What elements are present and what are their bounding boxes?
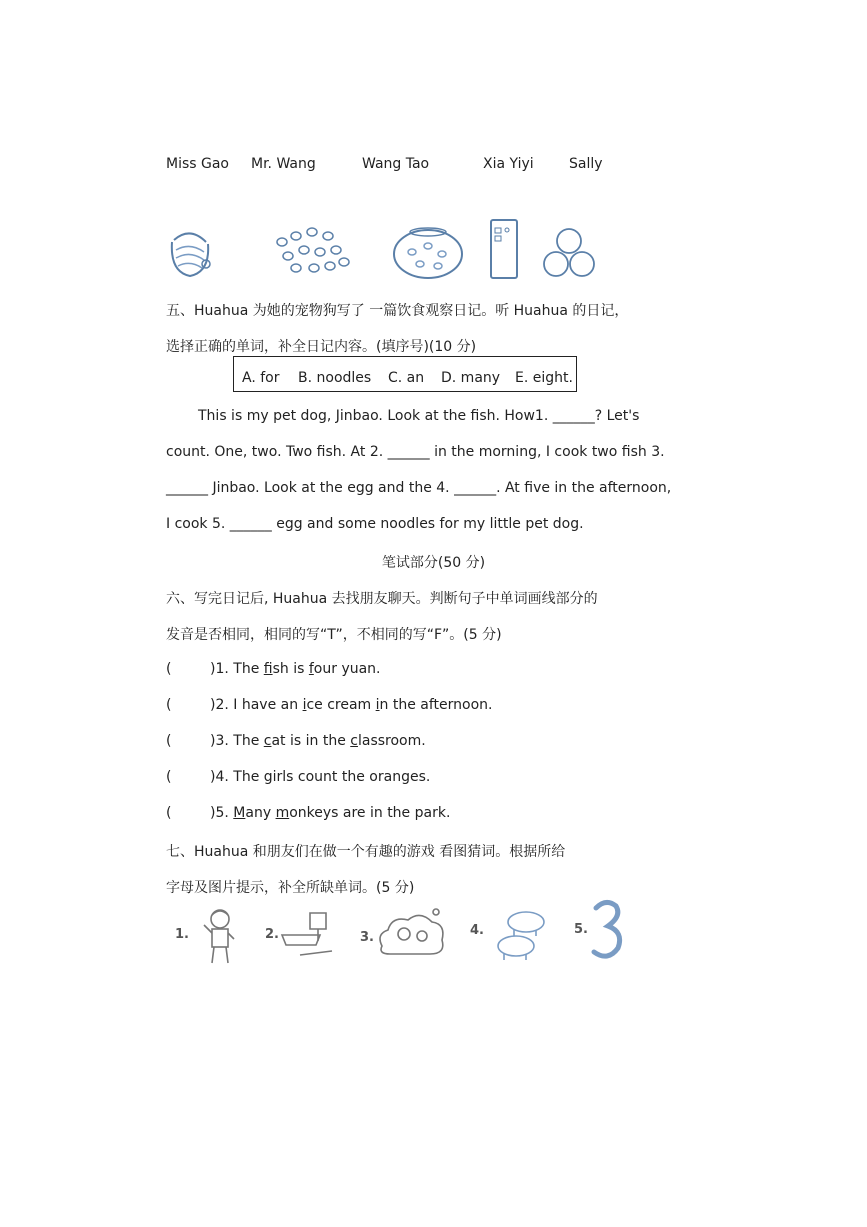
- answer-paren: (: [166, 733, 172, 749]
- name-mr-wang: Mr. Wang: [251, 156, 316, 172]
- diary-line-2: count. One, two. Two fish. At 2. ______ in the morning, I cook two fish 3.: [166, 444, 665, 460]
- answer-paren: (: [166, 697, 172, 713]
- pic-label-4: 4.: [470, 923, 484, 938]
- name-miss-gao: Miss Gao: [166, 156, 229, 172]
- section5-title-line2: 选择正确的单词，补全日记内容。(填序号)(10 分): [166, 339, 477, 355]
- option-c: C. an: [388, 370, 425, 386]
- options-box: [233, 356, 577, 392]
- section5-title-line1: 五、Huahua 为她的宠物狗写了 一篇饮食观察日记。听 Huahua 的日记，: [166, 303, 629, 319]
- section7-title-line2: 字母及图片提示，补全所缺单词。(5 分): [166, 880, 415, 896]
- noodles-bowl-image: [166, 222, 214, 280]
- fish-bowl-image: [392, 220, 464, 280]
- cooking-image: [280, 905, 336, 967]
- name-sally: Sally: [569, 156, 603, 172]
- eggs-image: [268, 222, 352, 278]
- option-a: A. for: [242, 370, 280, 386]
- written-part-header: 笔试部分(50 分): [381, 555, 486, 571]
- section7-title-line1: 七、Huahua 和朋友们在做一个有趣的游戏 看图猜词。根据所给: [166, 844, 566, 860]
- option-d: D. many: [441, 370, 501, 386]
- pic-label-5: 5.: [574, 922, 588, 937]
- pic-label-3: 3.: [360, 930, 374, 945]
- boy-image: [198, 905, 240, 967]
- animals-cloud-image: [374, 904, 450, 966]
- section6-title-line2: 发音是否相同，相同的写“T”，不相同的写“F”。(5 分): [166, 627, 502, 643]
- fridge-image: [489, 218, 519, 280]
- answer-paren: (: [166, 805, 172, 821]
- answer-paren: (: [166, 769, 172, 785]
- diary-line-3: ______ Jinbao. Look at the egg and the 4. ______. At five in the afternoon,: [166, 480, 672, 496]
- pigs-image: [492, 906, 556, 962]
- name-xia-yiyi: Xia Yiyi: [483, 156, 534, 172]
- answer-paren: (: [166, 661, 172, 677]
- option-b: B. noodles: [298, 370, 372, 386]
- oranges-image: [542, 226, 596, 280]
- diary-line-4: I cook 5. ______ egg and some noodles for my little pet dog.: [166, 516, 584, 532]
- pic-label-1: 1.: [175, 927, 189, 942]
- section6-title-line1: 六、写完日记后, Huahua 去找朋友聊天。判断句子中单词画线部分的: [166, 591, 598, 607]
- pic-label-2: 2.: [265, 927, 279, 942]
- number-three-image: [590, 898, 624, 962]
- option-e: E. eight.: [515, 370, 573, 386]
- name-wang-tao: Wang Tao: [362, 156, 430, 172]
- diary-line-1: This is my pet dog, Jinbao. Look at the fish. How1. ______? Let's: [198, 408, 640, 424]
